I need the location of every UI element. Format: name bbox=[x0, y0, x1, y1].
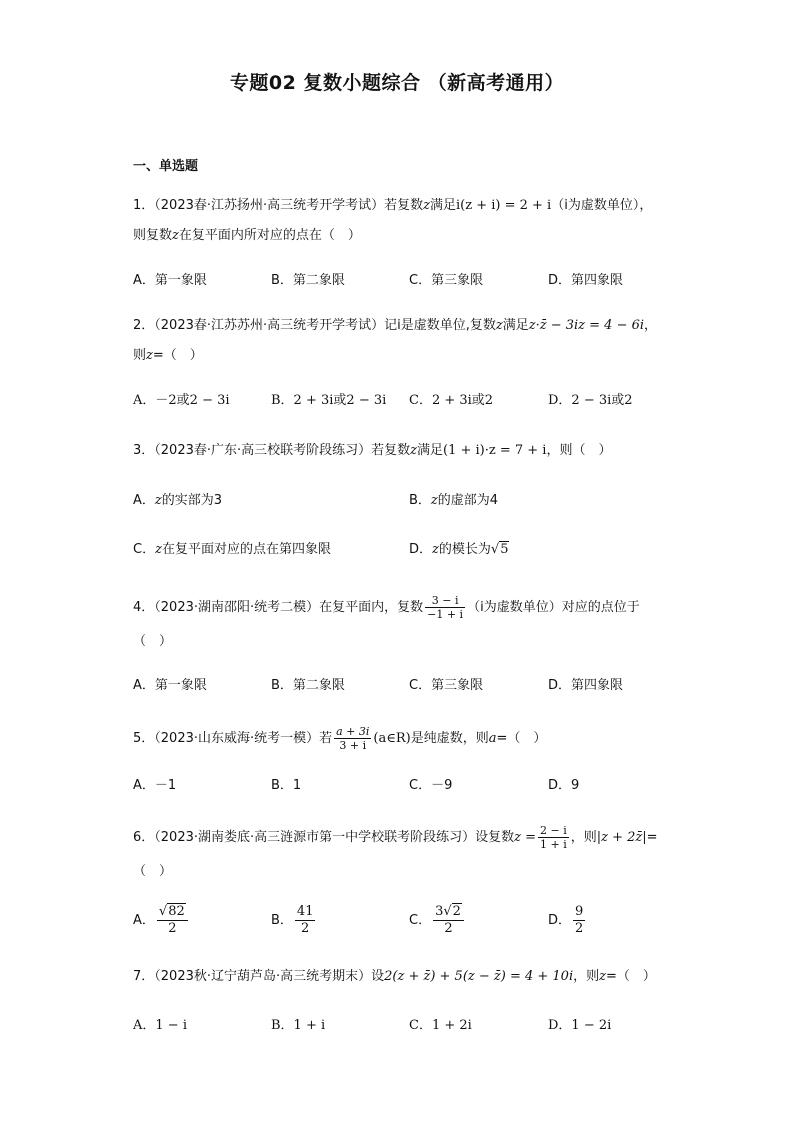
q6-option-c bbox=[409, 904, 466, 937]
q2-stem: 2．（2023春·江苏苏州·高三统考开学考试）记i是虚数单位,复数 bbox=[133, 318, 496, 333]
section-heading: 一、单选题 bbox=[133, 159, 199, 174]
q7-stem-mid: ，则 bbox=[573, 969, 600, 984]
q5-fraction bbox=[334, 725, 371, 752]
q5-condition: (a∈R) bbox=[373, 731, 411, 746]
q6-numerator: 2 − i bbox=[540, 824, 567, 837]
q6-z-eq: z = bbox=[514, 830, 536, 845]
q3-d-text: 的模长为 bbox=[438, 542, 491, 557]
q7-stem-end: =（ ） bbox=[605, 969, 656, 984]
q6-denominator: 1 + i bbox=[540, 838, 567, 851]
q3-label-a: A． bbox=[133, 493, 155, 508]
q6-c-den: 2 bbox=[444, 921, 453, 936]
q2-equation: z·z̄ − 3iz = 4 − 6i bbox=[528, 318, 645, 333]
q5-option-c: C．－9 bbox=[409, 778, 453, 793]
q6-d-num: 9 bbox=[575, 904, 584, 919]
q6-label-b: B． bbox=[271, 913, 293, 928]
q4-option-b: B．第二象限 bbox=[271, 678, 345, 693]
q5-numerator: a + 3i bbox=[336, 725, 370, 738]
q3-c-z: z bbox=[155, 542, 162, 557]
q1-var-z2: z bbox=[172, 228, 179, 243]
q4-stem: 4．（2023·湖南邵阳·统考二模）在复平面内，复数 bbox=[133, 600, 424, 615]
q5-option-a: A．－1 bbox=[133, 778, 177, 793]
q5-stem: 5．（2023·山东威海·统考一模）若 bbox=[133, 731, 333, 746]
q3-c-text: 在复平面对应的点在第四象限 bbox=[161, 542, 331, 557]
q3-var-z: z bbox=[410, 443, 417, 458]
q4-option-a: A．第一象限 bbox=[133, 678, 207, 693]
q6-option-a bbox=[133, 904, 190, 937]
q3-b-z: z bbox=[430, 493, 438, 508]
q4-stem-end: （i为虚数单位）对应的点位于 bbox=[467, 600, 640, 615]
q1-option-d: D．第四象限 bbox=[548, 273, 624, 288]
q5-stem-mid: 是纯虚数，则 bbox=[410, 731, 489, 746]
q5-stem-end: =（ ） bbox=[496, 731, 547, 746]
question-1-line-1 bbox=[133, 196, 652, 216]
q2-option-d: D．2 − 3i或2 bbox=[548, 393, 633, 408]
question-7-line-1 bbox=[133, 967, 656, 987]
q6-option-b bbox=[271, 904, 317, 937]
q1-stem-mid: 满足 bbox=[429, 198, 456, 213]
q7-var-z: z bbox=[599, 969, 606, 984]
question-2-line-2 bbox=[133, 346, 203, 366]
q6-fraction bbox=[538, 824, 569, 851]
q6-label-a: A． bbox=[133, 913, 155, 928]
q4-numerator: 3 − i bbox=[425, 594, 465, 608]
question-4-line-2: （ ） bbox=[133, 634, 173, 649]
q6-b-den: 2 bbox=[301, 921, 310, 936]
q6-b-fraction bbox=[295, 904, 316, 937]
question-5-line-1 bbox=[133, 725, 546, 752]
q2-line2-end: =（ ） bbox=[152, 348, 203, 363]
q3-label-d: D． bbox=[409, 542, 433, 557]
q6-a-den: 2 bbox=[168, 921, 177, 936]
q2-stem-mid: 满足 bbox=[502, 318, 529, 333]
q2-var-z: z bbox=[495, 318, 503, 333]
q5-option-b: B．1 bbox=[271, 778, 302, 793]
q6-d-fraction bbox=[573, 904, 585, 937]
q3-stem-mid: 满足 bbox=[416, 443, 443, 458]
q1-var-z: z bbox=[423, 198, 430, 213]
q6-a-radicand: 82 bbox=[168, 904, 185, 919]
q1-option-a: A．第一象限 bbox=[133, 273, 207, 288]
q1-equation: i(z + i) = 2 + i bbox=[456, 198, 552, 213]
q2-option-c: C．2 + 3i或2 bbox=[409, 393, 494, 408]
q1-option-b: B．第二象限 bbox=[271, 273, 345, 288]
q3-option-b bbox=[409, 491, 498, 511]
q1-stem: 1．（2023春·江苏扬州·高三统考开学考试）若复数 bbox=[133, 198, 424, 213]
q5-var-a: a bbox=[488, 731, 497, 746]
q3-b-text: 的虚部为4 bbox=[437, 493, 499, 508]
q6-c-fraction bbox=[433, 904, 464, 937]
q2-line2: 则 bbox=[133, 348, 147, 363]
q2-stem-end: ， bbox=[644, 318, 658, 333]
q7-stem: 7．（2023秋·辽宁葫芦岛·高三统考期末）设 bbox=[133, 969, 385, 984]
q3-d-radicand: 5 bbox=[500, 542, 509, 557]
q1-stem-end: （i为虚数单位）， bbox=[551, 198, 653, 213]
q3-equation: (1 + i)·z = 7 + i bbox=[443, 443, 547, 458]
q6-stem-end: = bbox=[646, 830, 658, 845]
q6-c-num: 3√2 bbox=[433, 904, 464, 921]
q4-fraction bbox=[425, 594, 465, 621]
q4-option-d: D．第四象限 bbox=[548, 678, 624, 693]
q3-d-z: z bbox=[432, 542, 439, 557]
q4-denominator: −1 + i bbox=[427, 608, 464, 621]
q4-option-c: C．第三象限 bbox=[409, 678, 484, 693]
q7-equation: 2(z + z̄) + 5(z − z̄) = 4 + 10i bbox=[384, 969, 574, 984]
q1-option-c: C．第三象限 bbox=[409, 273, 484, 288]
q3-a-z: z bbox=[154, 493, 162, 508]
q6-c-coef: 3 bbox=[435, 904, 444, 919]
q6-a-num: √82 bbox=[157, 904, 188, 921]
q7-option-b: B．1 + i bbox=[271, 1018, 326, 1033]
q6-label-d: D． bbox=[548, 913, 572, 928]
q6-b-num: 41 bbox=[296, 904, 314, 919]
q6-c-radicand: 2 bbox=[452, 904, 461, 919]
q6-label-c: C． bbox=[409, 913, 432, 928]
q6-abs-expr: |z + 2z̄| bbox=[596, 830, 647, 845]
question-2-line-1 bbox=[133, 316, 657, 336]
document-title: 专题02 复数小题综合 （新高考通用） bbox=[229, 72, 565, 94]
q5-denominator: 3 + i bbox=[339, 739, 367, 752]
question-6-line-2: （ ） bbox=[133, 864, 173, 879]
q3-option-a bbox=[133, 491, 222, 511]
q3-stem-end: ，则（ ） bbox=[546, 443, 612, 458]
q5-option-d: D．9 bbox=[548, 778, 580, 793]
q6-a-fraction bbox=[157, 904, 188, 937]
q1-line2-end: 在复平面内所对应的点在（ ） bbox=[178, 228, 361, 243]
q3-a-text: 的实部为3 bbox=[161, 493, 223, 508]
question-4-line-1 bbox=[133, 594, 640, 621]
q6-option-d bbox=[548, 904, 587, 937]
q3-stem: 3．（2023春·广东·高三校联考阶段练习）若复数 bbox=[133, 443, 411, 458]
q3-label-c: C． bbox=[133, 542, 156, 557]
q7-option-d: D．1 − 2i bbox=[548, 1018, 612, 1033]
q6-stem: 6．（2023·湖南娄底·高三涟源市第一中学校联考阶段练习）设复数 bbox=[133, 830, 515, 845]
q6-d-den: 2 bbox=[575, 921, 584, 936]
question-1-line-2 bbox=[133, 226, 361, 246]
q3-d-sqrt: √5 bbox=[490, 542, 509, 557]
q2-option-a: A．－2或2 − 3i bbox=[133, 393, 230, 408]
q6-stem-mid: ，则 bbox=[570, 830, 597, 845]
q3-label-b: B． bbox=[409, 493, 431, 508]
q7-option-a: A．1 − i bbox=[133, 1018, 187, 1033]
q2-var-z2: z bbox=[146, 348, 153, 363]
q2-option-b: B．2 + 3i或2 − 3i bbox=[271, 393, 387, 408]
question-6-line-1 bbox=[133, 824, 658, 851]
q7-option-c: C．1 + 2i bbox=[409, 1018, 472, 1033]
q3-option-d bbox=[409, 540, 509, 560]
q1-line2: 则复数 bbox=[133, 228, 173, 243]
question-3-line-1 bbox=[133, 441, 611, 461]
q3-option-c bbox=[133, 540, 331, 560]
